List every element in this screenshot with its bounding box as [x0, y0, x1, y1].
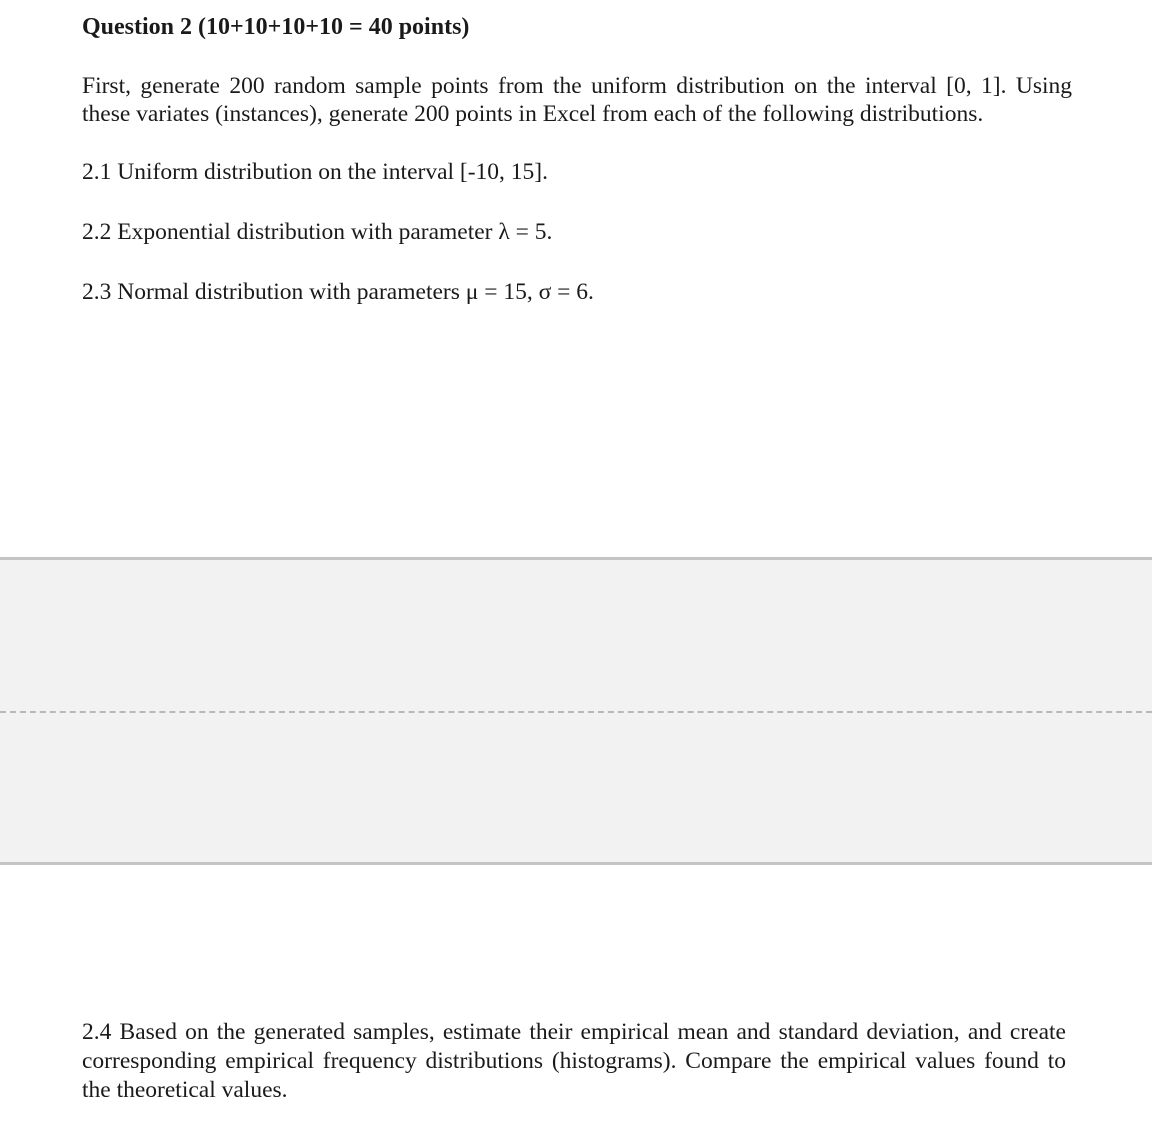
- item-2-1: 2.1 Uniform distribution on the interval [-10, 15].: [82, 159, 549, 185]
- item-2-4: 2.4 Based on the generated samples, estimate their empirical mean and standard deviation, and create corresponding empirical frequency distributions (histograms). Compare the empirical values found to the theoretical values.: [82, 1019, 1066, 1103]
- item-2-2: 2.2 Exponential distribution with parameter λ = 5.: [82, 219, 553, 245]
- question-intro: First, generate 200 random sample points from the uniform distribution on the interval [0, 1]. Using these variates (instances), generate 200 points in Excel from each of the following distributions.: [82, 73, 1072, 127]
- question-title: Question 2 (10+10+10+10 = 40 points): [82, 14, 470, 40]
- page-break-dashed-line: [0, 711, 1152, 713]
- item-2-3: 2.3 Normal distribution with parameters μ = 15, σ = 6.: [82, 279, 594, 305]
